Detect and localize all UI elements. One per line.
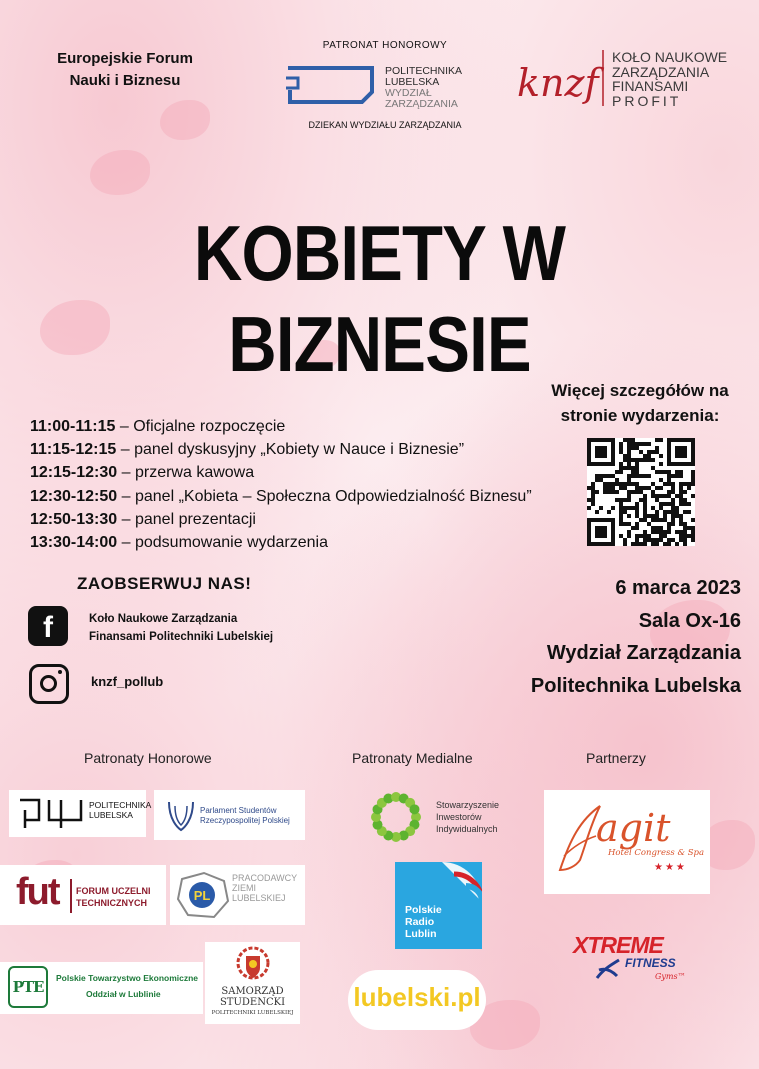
logo-parlament-studentow[interactable]: Parlament Studentów Rzeczypospolitej Polskiej <box>154 790 305 840</box>
svg-text:PL: PL <box>193 888 211 903</box>
flower-decoration <box>160 100 210 140</box>
schedule-description: przerwa kawowa <box>134 464 255 482</box>
event-details <box>531 572 741 702</box>
logo-politechnika-lubelska[interactable]: POLITECHNIKA LUBELSKA <box>9 790 146 837</box>
schedule-description: podsumowanie wydarzenia <box>134 534 328 552</box>
event-date: 6 marca 2023 <box>615 577 741 599</box>
pte-mark: PTE <box>8 966 48 1008</box>
schedule-time: 11:00-11:15 <box>30 418 116 435</box>
dean-caption: DZIEKAN WYDZIAŁU ZARZĄDZANIA <box>308 120 462 130</box>
facebook-icon[interactable]: f <box>28 606 68 646</box>
schedule-separator: – <box>115 418 134 435</box>
event-title: KOBIETY W BIZNESIE <box>193 209 566 388</box>
politechnika-lubelska-text: POLITECHNIKA LUBELSKA WYDZIAŁ ZARZĄDZANIA <box>385 65 463 110</box>
follow-us-header: ZAOBSERWUJ NAS! <box>77 574 252 593</box>
knzf-logo <box>515 46 605 110</box>
schedule-description: Oficjalne rozpoczęcie <box>133 418 286 435</box>
schedule-description: panel dyskusyjny „Kobiety w Nauce i Biznesie” <box>134 441 465 459</box>
logo-samorzad-studencki[interactable]: SAMORZĄD STUDENCKI POLITECHNIKI LUBELSKIEJ <box>205 942 300 1024</box>
agit-name: agit <box>596 806 671 850</box>
schedule-separator: – <box>117 464 135 482</box>
schedule-list <box>30 415 532 554</box>
schedule-separator: – <box>117 487 135 505</box>
section-media-patronage: Patronaty Medialne <box>352 750 473 766</box>
schedule-time: 11:15-12:15 <box>30 441 117 459</box>
schedule-row <box>30 415 532 438</box>
schedule-time: 13:30-14:00 <box>30 534 118 552</box>
schedule-time: 12:15-12:30 <box>30 464 118 482</box>
qr-code[interactable] <box>587 438 695 546</box>
psrp-emblem-icon <box>166 798 196 832</box>
logo-xtreme-fitness[interactable]: XTREME FITNESS Gyms™ <box>573 932 686 981</box>
fut-mark: fut <box>16 871 59 913</box>
schedule-row <box>30 438 532 461</box>
schedule-description: panel prezentacji <box>134 510 256 528</box>
schedule-time: 12:50-13:30 <box>30 510 118 528</box>
logo-pracodawcy-ziemi-lubelskiej[interactable]: PL PRACODAWCY ZIEMI LUBELSKIEJ <box>170 865 305 925</box>
xtreme-runner-icon <box>595 956 621 982</box>
schedule-row <box>30 461 532 484</box>
instagram-icon[interactable] <box>29 664 69 704</box>
organizer-name: Europejskie Forum Nauki i Biznesu <box>57 50 193 89</box>
section-partners: Partnerzy <box>586 750 646 766</box>
schedule-time: 12:30-12:50 <box>30 487 118 505</box>
event-room: Sala Ox-16 <box>638 609 741 632</box>
pl-mark-icon <box>17 798 85 830</box>
stars-icon: ★★★ <box>654 862 687 873</box>
knzf-logo-text: KOŁO NAUKOWE ZARZĄDZANIA FINANSAMI PROFIT <box>612 49 728 109</box>
event-faculty: Wydział Zarządzania <box>546 642 741 664</box>
logo-polskie-radio-lublin[interactable]: Polskie Radio Lublin <box>395 862 482 949</box>
logo-stowarzyszenie-inwestorow[interactable]: Stowarzyszenie Inwestorów Indywidualnych <box>356 785 508 845</box>
schedule-row <box>30 531 532 554</box>
knzf-logo-mark: knzf <box>517 61 599 105</box>
schedule-separator: – <box>117 534 135 552</box>
schedule-separator: – <box>116 441 135 459</box>
event-university: Politechnika Lubelska <box>530 674 741 697</box>
logo-lubelski-pl[interactable]: lubelski.pl <box>348 970 486 1030</box>
schedule-description: panel „Kobieta – Społeczna Odpowiedzialność Biznesu” <box>134 487 532 505</box>
schedule-row <box>30 508 532 531</box>
schedule-separator: – <box>117 510 135 528</box>
radio-waves-icon <box>442 862 482 902</box>
logo-agit-hotel[interactable]: agit Hotel Congress & Spa ★★★ <box>544 790 710 894</box>
logo-forum-uczelni-technicznych[interactable]: fut FORUM UCZELNI TECHNICZNYCH <box>0 865 166 925</box>
logo-polskie-towarzystwo-ekonomiczne[interactable]: PTE Polskie Towarzystwo Ekonomiczne Oddział w Lublinie <box>0 962 203 1014</box>
section-honorary-patronage: Patronaty Honorowe <box>84 750 212 766</box>
pracodawcy-map-icon <box>174 871 232 921</box>
instagram-handle[interactable]: knzf_pollub <box>91 674 164 689</box>
facebook-page-name[interactable]: Koło Naukowe Zarządzania Finansami Politechniki Lubelskiej <box>89 613 274 643</box>
honorary-patronage-header: PATRONAT HONOROWY <box>322 40 448 51</box>
more-info-text: Więcej szczegółów na stronie wydarzenia: <box>551 381 729 425</box>
flower-decoration <box>90 150 150 195</box>
sii-ring-icon <box>368 789 424 845</box>
schedule-row <box>30 485 532 508</box>
samorzad-crest-icon <box>236 946 270 984</box>
